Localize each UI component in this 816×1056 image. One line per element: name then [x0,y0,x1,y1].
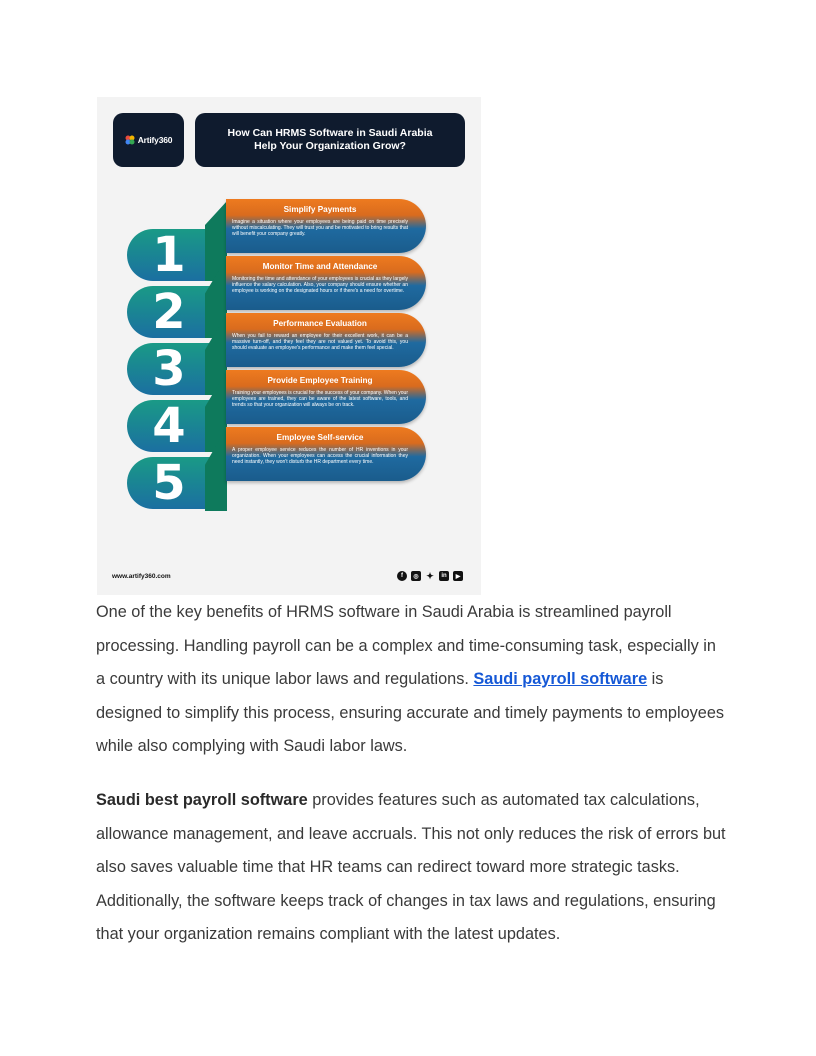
step-number: 5 [152,455,186,511]
infographic-image [97,97,481,595]
step-text: Monitoring the time and attendance of your employees is crucial as they largely influence the salary calculation. Also, your company should ensure whether an employee is working on the designated hours or if there's a need for overtime. [232,276,408,295]
step-number-pill [127,457,217,509]
paragraph-bold-lead: Saudi best payroll software [96,791,308,809]
facebook-icon: f [397,571,407,581]
step-number: 4 [152,398,186,454]
instagram-icon: ◎ [411,571,421,581]
youtube-icon: ▶ [453,571,463,581]
step-card [226,370,426,424]
step-title: Monitor Time and Attendance [262,262,378,271]
paragraph-text: provides features such as automated tax calculations, allowance management, and leave accruals. This not only reduces the risk of errors but also saves valuable time that HR teams can redirect toward more strategic tasks. Additionally, the software keeps track of changes in tax laws and regulations, ensuring that your organization remains compliant with the latest updates. [96,791,726,944]
step-number: 1 [152,227,186,283]
step-number-pill [127,400,217,452]
infographic-title: How Can HRMS Software in Saudi Arabia Help Your Organization Grow? [227,127,433,152]
step-number-pill [127,286,217,338]
paragraph-payroll-benefits [96,596,726,764]
saudi-payroll-software-link[interactable]: Saudi payroll software [473,670,648,689]
social-icons [397,571,463,581]
step-title: Performance Evaluation [273,319,367,328]
website-url: www.artify360.com [112,573,171,580]
step-text: Imagine a situation where your employees are being paid on time precisely without miscalculating. They will trust you and be motivated to bring results that will benefit your company greatly. [232,219,408,238]
step-number: 2 [152,284,186,340]
step-card [226,256,426,310]
step-title: Employee Self-service [276,433,364,442]
step-text: A proper employee service reduces the number of HR inventions in your organization. When your employees can access the crucial information they need instantly, they won't disturb the HR department every time. [232,447,408,466]
linkedin-icon: in [439,571,449,581]
paragraph-best-payroll [96,784,726,952]
step-title: Provide Employee Training [267,376,373,385]
paragraph-text: is designed to simplify this process, ensuring accurate and timely payments to employees while also complying with Saudi labor laws. [96,670,725,756]
step-text: Training your employees is crucial for the success of your company. When your employees are trained, they can be aware of the latest software, tools, and trends so that your organization will always be on track. [232,390,408,409]
step-number-pill [127,229,217,281]
twitter-icon: ✦ [426,570,434,581]
step-number-pill [127,343,217,395]
paragraph-text: One of the key benefits of HRMS software in Saudi Arabia is streamlined payroll processing. Handling payroll can be a complex and time-consuming task, especially in a country with its unique labor laws and regulations. [96,603,716,689]
step-card [226,313,426,367]
step-number: 3 [152,341,186,397]
step-card [226,427,426,481]
step-text: When you fail to reward an employee for their excellent work, it can be a massive turn-off, and they feel they are not valued yet. To avoid this, you should evaluate an employee's performance and make them feel special. [232,333,408,352]
steps-list [97,97,481,595]
step-card [226,199,426,253]
logo-text: Artify360 [137,135,173,145]
step-title: Simplify Payments [283,205,357,214]
